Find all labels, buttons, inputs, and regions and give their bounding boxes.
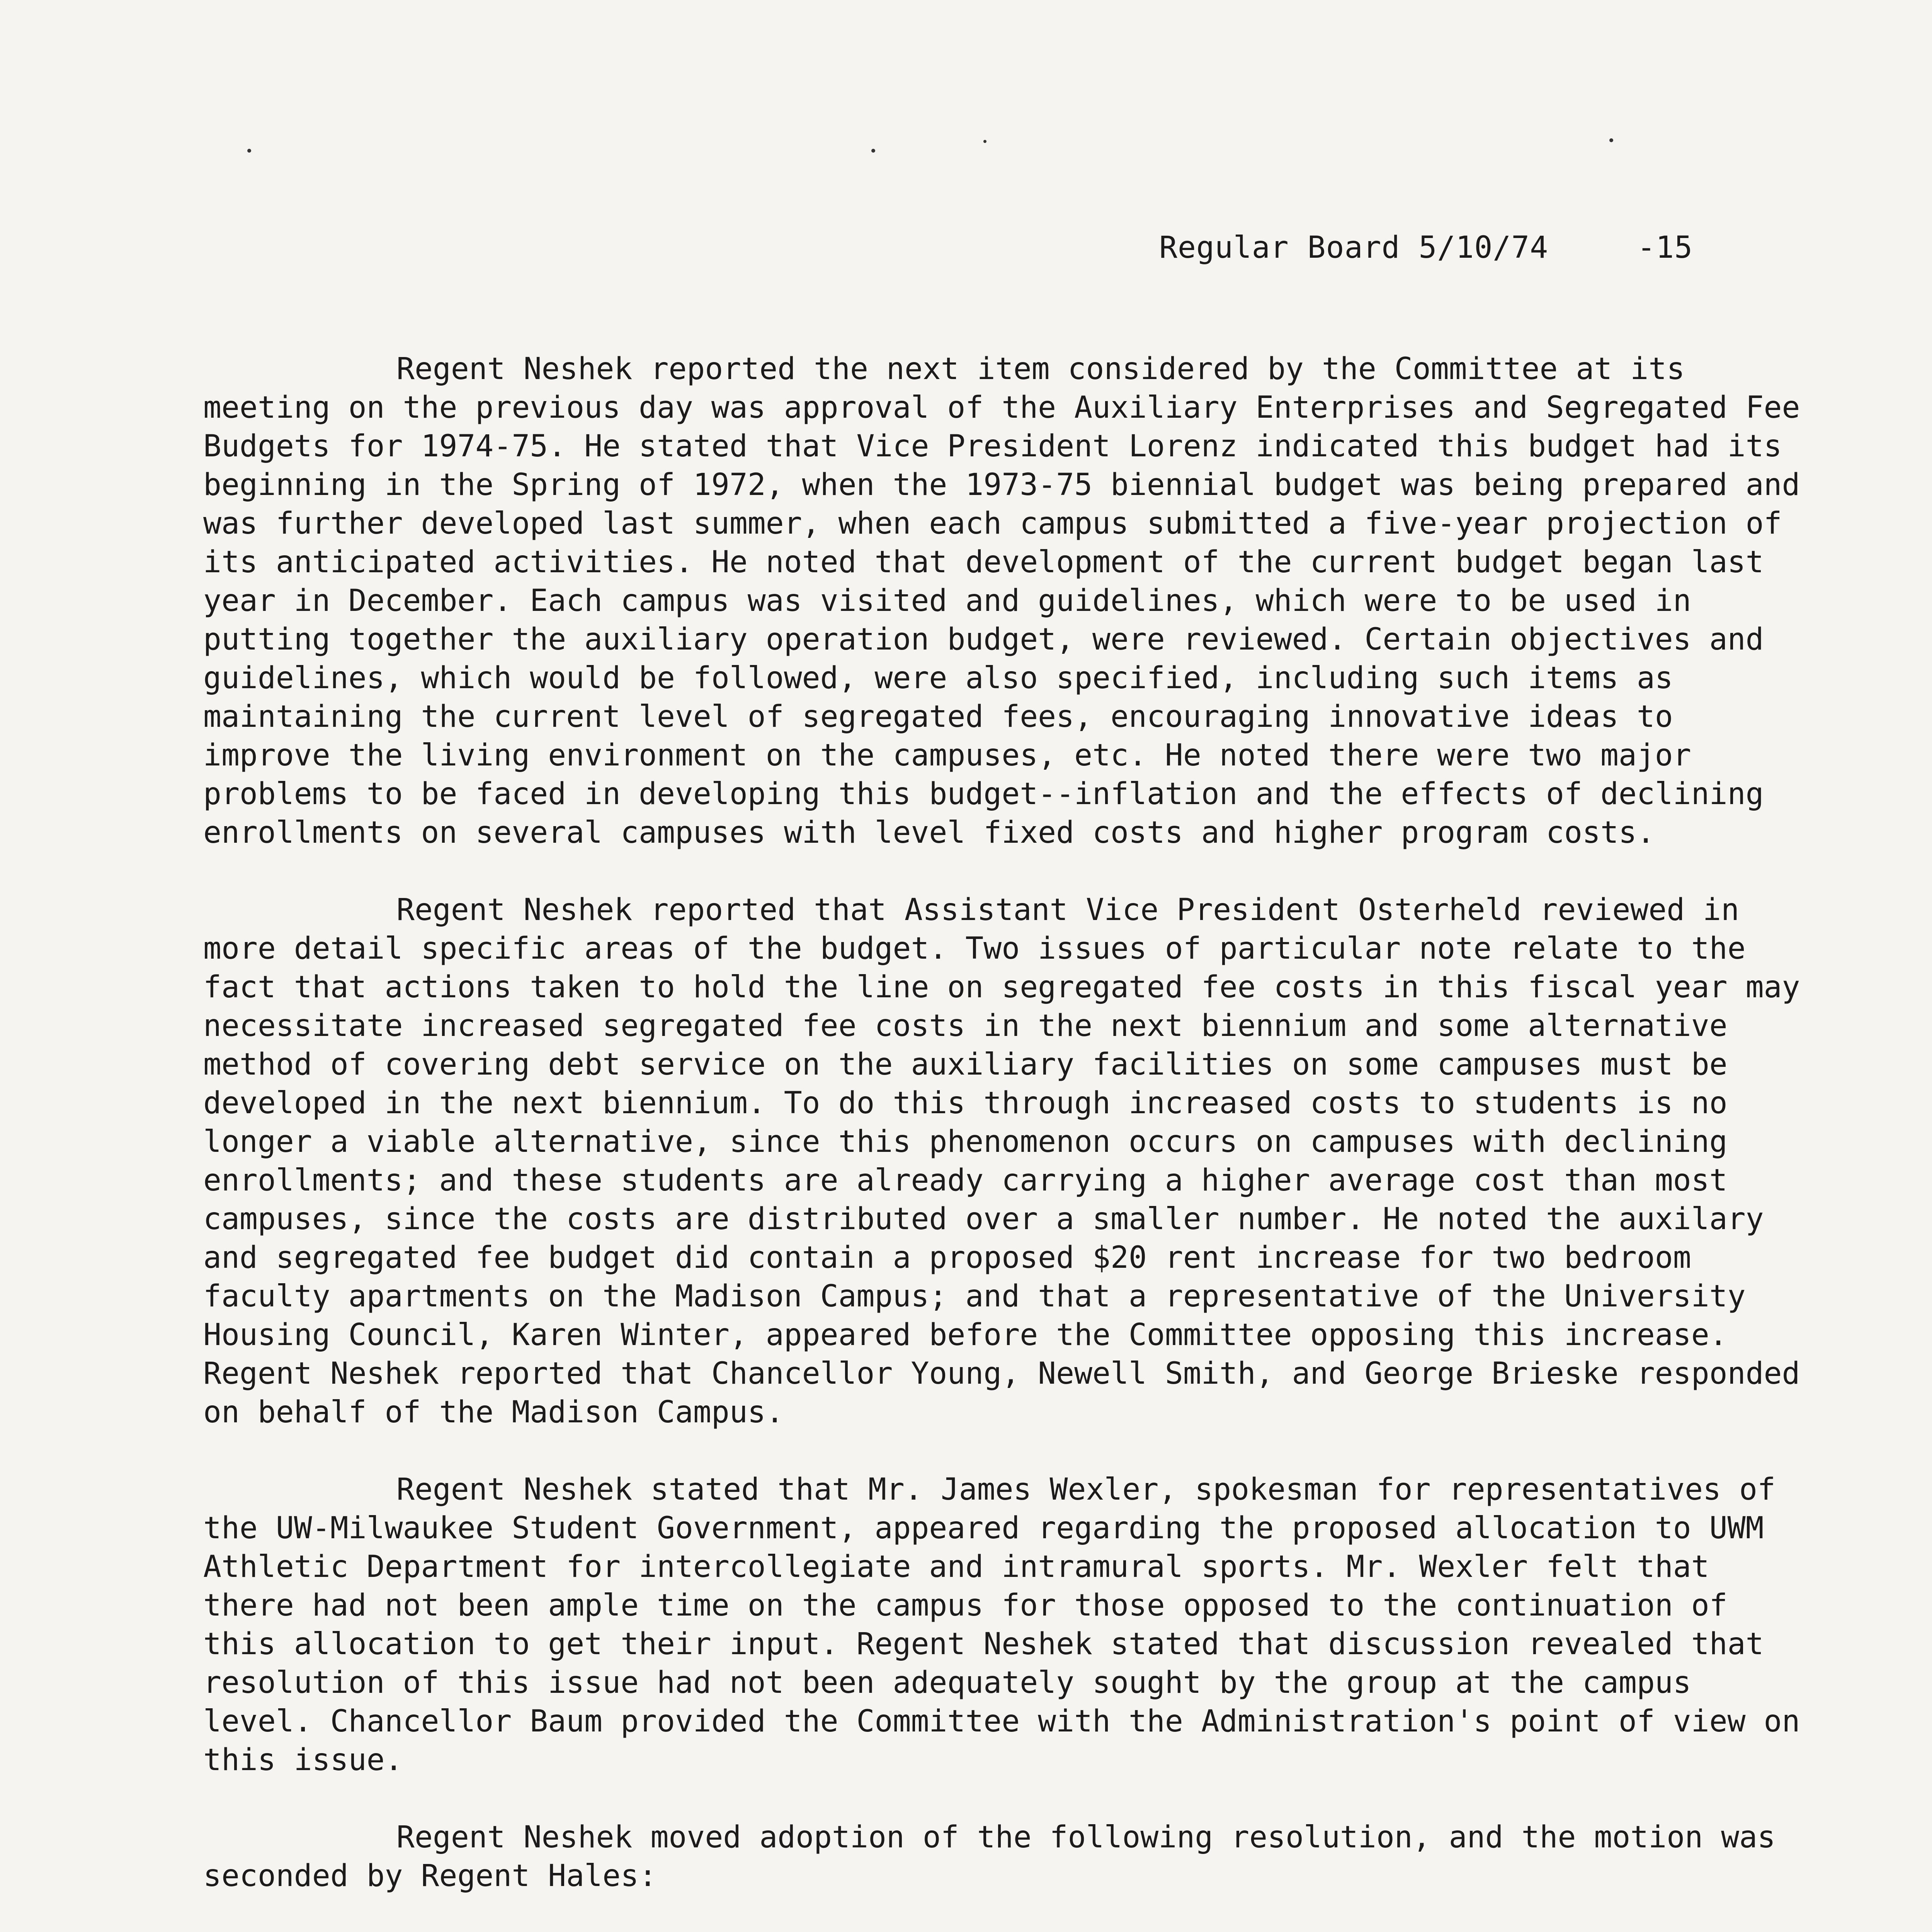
paragraph: Regent Neshek reported the next item considered by the Committee at its meeting on the previous day was approval of the Auxiliary Enterprises and Segregated Fee Budgets for 1974-75. He stated that Vice President Lorenz indicated this budget had its beginning in the Spring of 1972, when the 1973-75 biennial budget was being prepared and was further developed last summer, when each campus submitted a five-year projection of its anticipated activities. He noted that development of the current budget began last year in December. Each campus was visited and guidelines, which were to be used in putting together the auxiliary operation budget, were reviewed. Certain objectives and guidelines, which would be followed, were also specified, including such items as maintaining the current level of segregated fees, encouraging innovative ideas to improve the living environment on the campuses, etc. He noted there were two major problems to be faced in developing this budget--inflation and the effects of declining enrollments on several campuses with level fixed costs and higher program costs. — [203, 352, 1800, 850]
paragraph: Regent Neshek moved adoption of the following resolution, and the motion was seconded by Regent Hales: — [203, 1820, 1776, 1893]
scan-speck — [983, 140, 986, 143]
paragraph: Regent Neshek stated that Mr. James Wexler, spokesman for representatives of the UW-Milwaukee Student Government, appeared regarding the proposed allocation to UWM Athletic Department for intercollegiate and intramural sports. Mr. Wexler felt that there had not been ample time on the campus for those opposed to the continuation of this allocation to get their input. Regent Neshek stated that discussion revealed that resolution of this issue had not been adequately sought by the group at the campus level. Chancellor Baum provided the Committee with the Administration's point of view on this issue. — [203, 1472, 1800, 1777]
document-body — [203, 350, 1803, 1932]
scan-speck — [247, 149, 251, 153]
header-page-number: -15 — [1637, 230, 1693, 265]
page-header — [1159, 230, 1693, 265]
paragraph: Regent Neshek reported that Assistant Vice President Osterheld reviewed in more detail specific areas of the budget. Two issues of particular note relate to the fact that actions taken to hold the line on segregated fee costs in this fiscal year may necessitate increased segregated fee costs in the next biennium and some alternative method of covering debt service on the auxiliary facilities on some campuses must be developed in the next biennium. To do this through increased costs to students is no longer a viable alternative, since this phenomenon occurs on campuses with declining enrollments; and these students are already carrying a higher average cost than most campuses, since the costs are distributed over a smaller number. He noted the auxilary and segregated fee budget did contain a proposed $20 rent increase for two bedroom faculty apartments on the Madison Campus; and that a representative of the University Housing Council, Karen Winter, appeared before the Committee opposing this increase. Regent Neshek reported that Chancellor Young, Newell Smith, and George Brieske responded on behalf of the Madison Campus. — [203, 893, 1800, 1430]
header-title: Regular Board 5/10/74 — [1159, 230, 1549, 265]
scan-speck — [871, 149, 875, 153]
scan-speck — [1609, 138, 1613, 142]
